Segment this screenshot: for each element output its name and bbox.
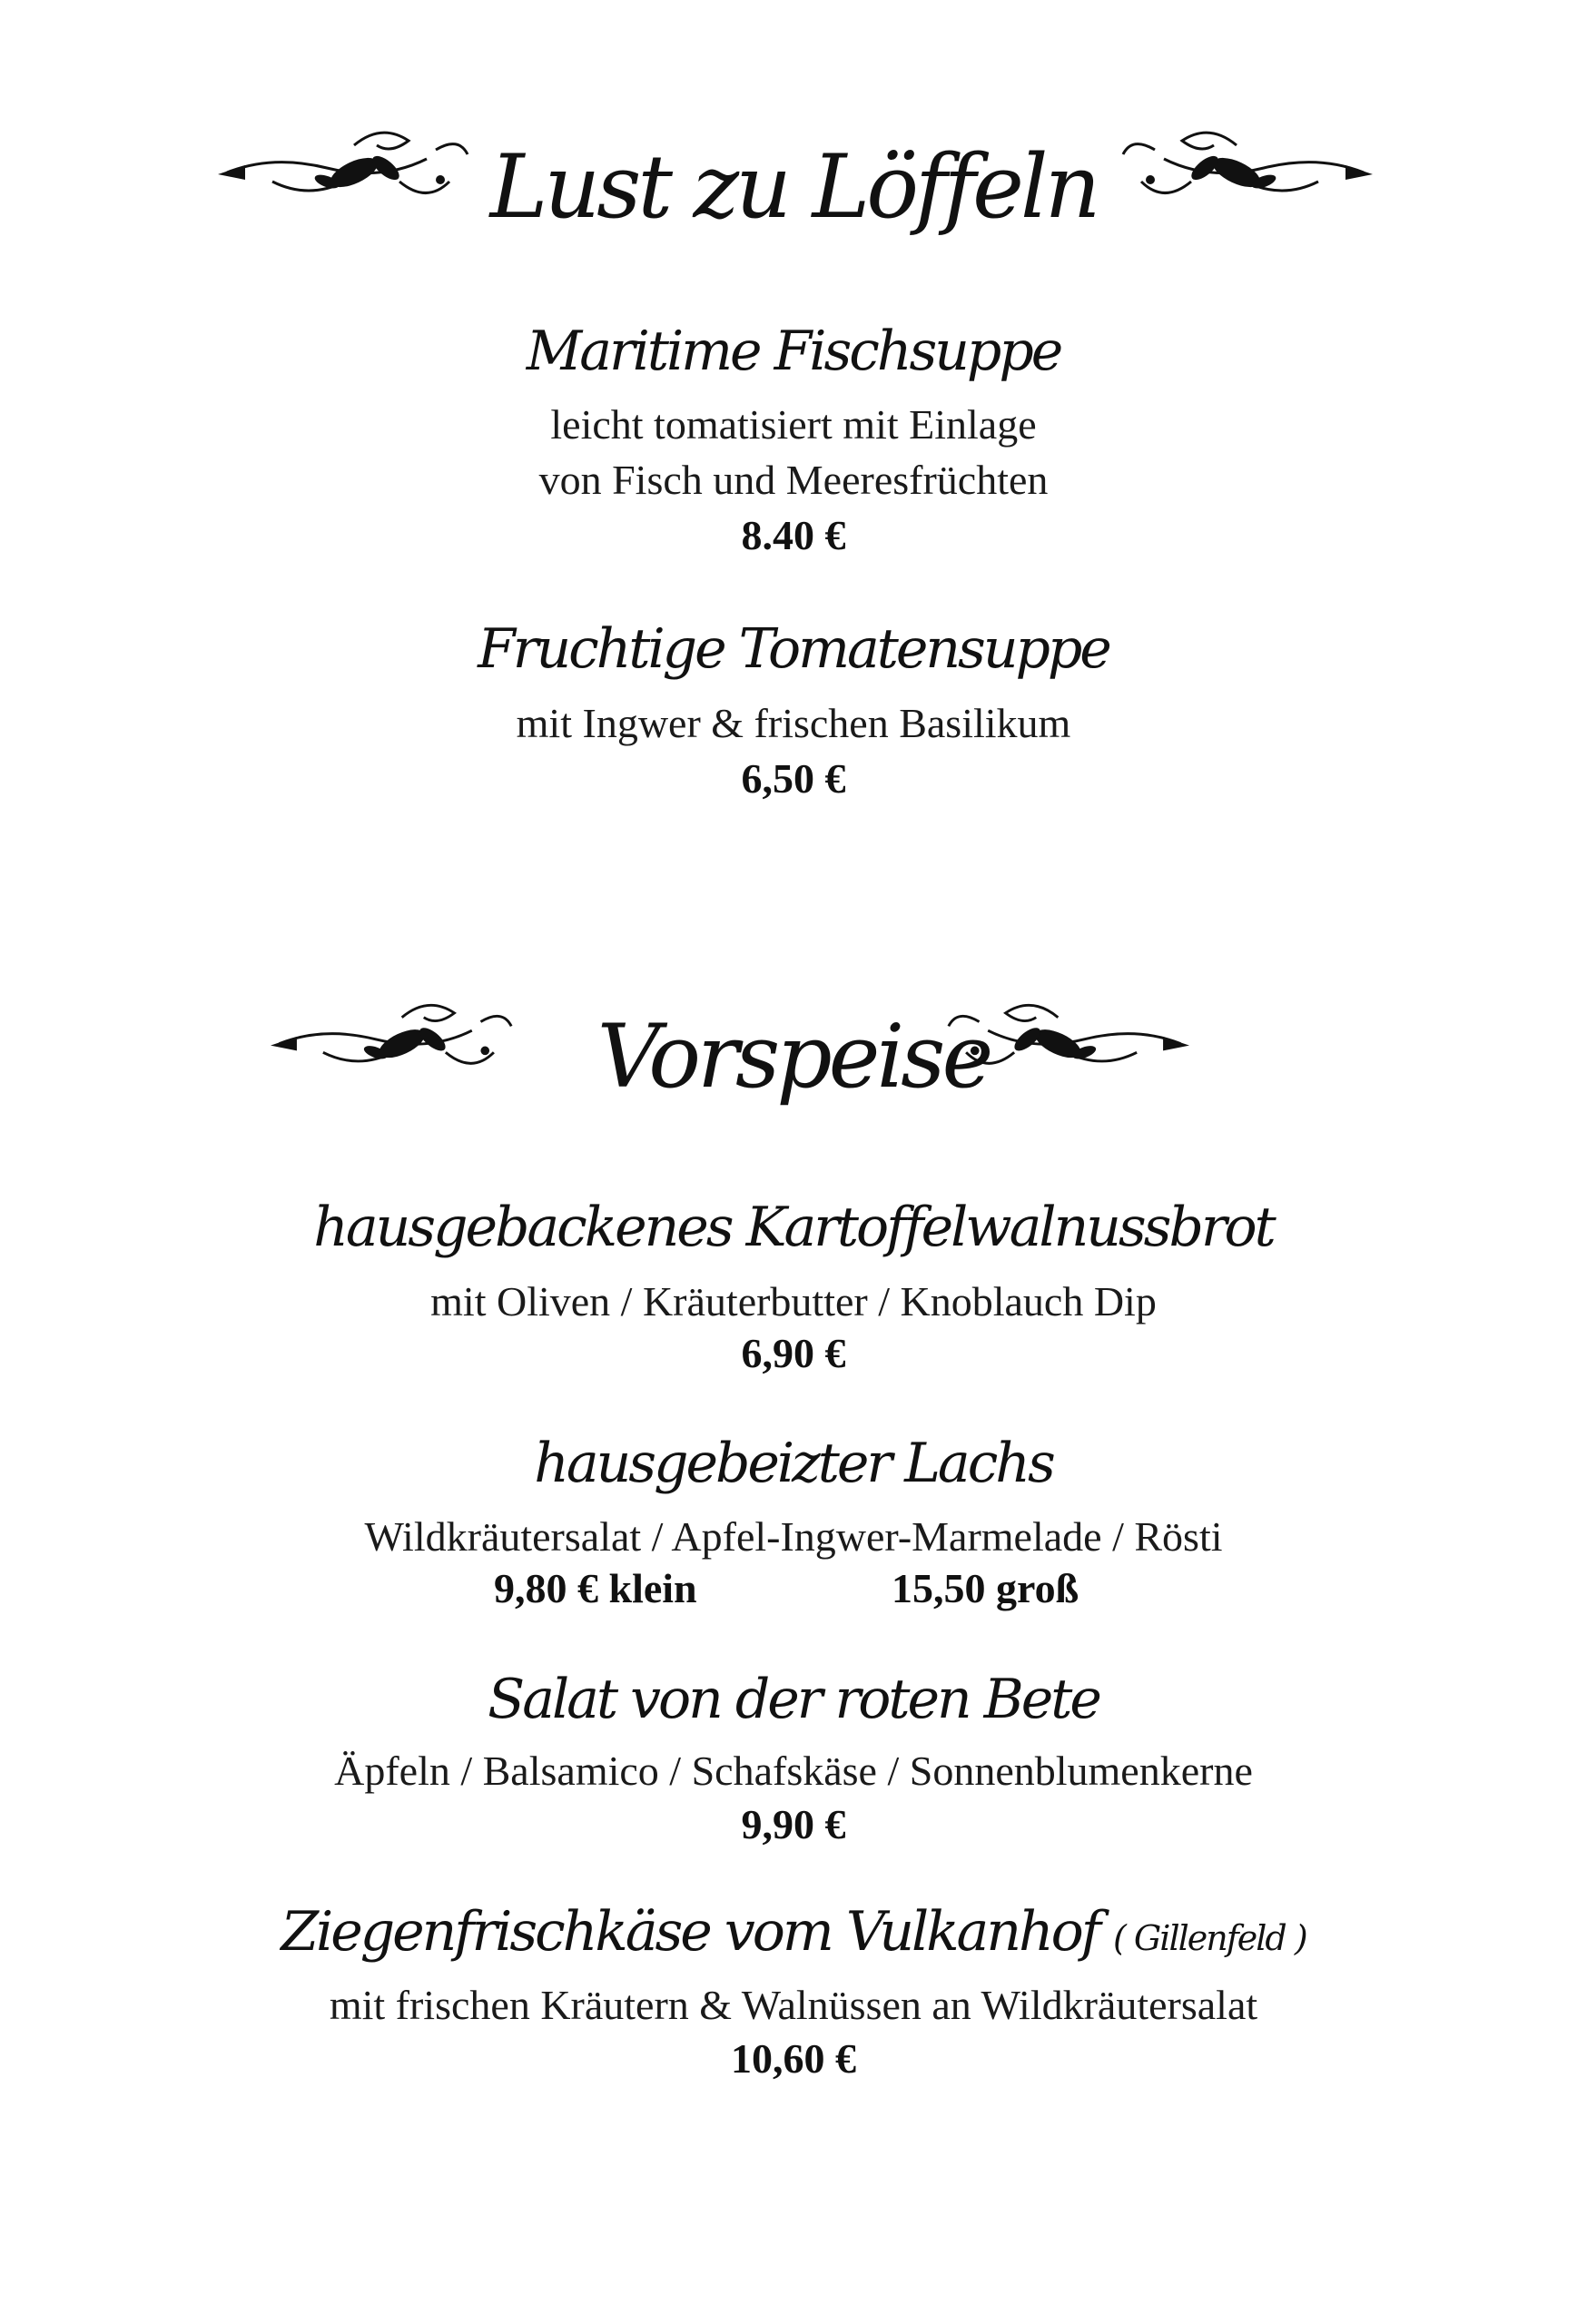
dish-description: Äpfeln / Balsamico / Schafskäse / Sonnenblumenkerne	[334, 1748, 1253, 1794]
dish-name: hausgebackenes Kartoffelwalnussbrot	[313, 1196, 1274, 1259]
dish-name-row	[0, 1900, 1587, 1964]
dish-price: 8.40 €	[741, 512, 846, 558]
dish-price: 6,90 €	[741, 1330, 846, 1376]
dish-description: mit Oliven / Kräuterbutter / Knoblauch Dip	[430, 1278, 1157, 1324]
dish-price: 10,60 €	[731, 2035, 856, 2082]
dish-name: Salat von der roten Bete	[488, 1668, 1099, 1731]
dish-description: Wildkräutersalat / Apfel-Ingwer-Marmelade / Rösti	[364, 1513, 1223, 1560]
dish-price: 9,90 €	[741, 1801, 846, 1847]
dish-description: von Fisch und Meeresfrüchten	[538, 457, 1049, 503]
section-title-soups: Lust zu Löffeln	[489, 136, 1098, 238]
dish-price-large: 15,50 groß	[892, 1565, 1079, 1611]
dish-name: Fruchtige Tomatensuppe	[478, 617, 1109, 681]
dish-price: 6,50 €	[741, 755, 846, 802]
dish-name: hausgebeizter Lachs	[534, 1432, 1053, 1495]
dish-description: mit frischen Kräutern & Walnüssen an Wildkräutersalat	[329, 1982, 1258, 2028]
dish-name: Ziegenfrischkäse vom Vulkanhof	[281, 1900, 1099, 1964]
dish-name-note: ( Gillenfeld )	[1113, 1918, 1306, 1958]
section-title-starters: Vorspeise	[596, 1006, 991, 1108]
dish-description: mit Ingwer & frischen Basilikum	[516, 700, 1071, 746]
dish-name: Maritime Fischsuppe	[526, 320, 1061, 383]
dish-description: leicht tomatisiert mit Einlage	[550, 401, 1037, 448]
dish-price-small: 9,80 € klein	[494, 1565, 697, 1611]
